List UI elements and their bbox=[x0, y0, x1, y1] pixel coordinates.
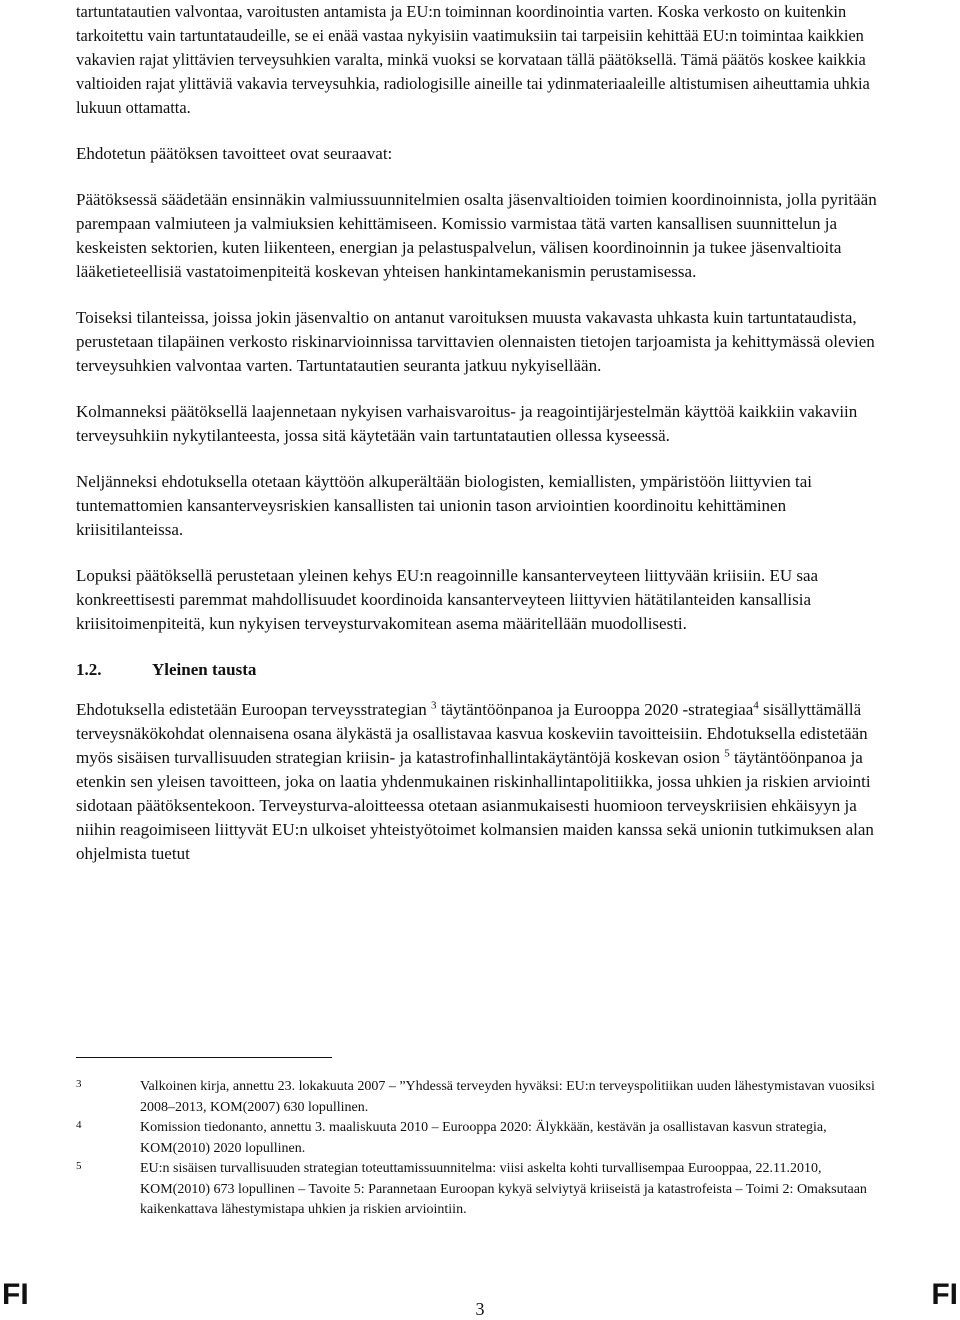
language-code-right: FI bbox=[931, 1278, 958, 1311]
intro-paragraph: tartuntatautien valvontaa, varoitusten antamista ja EU:n toiminnan koordinointia varten. Koska verkosto on kuitenkin tarkoitettu vain tartuntataudeille, se ei enää vastaa nykyisiin vaatimuksiin tai tarpeisiin kehittää EU:n toimintaa kaikkien vakavien rajat ylittävien terveysuhkien varalta, minkä vuoksi se korvataan tällä päätöksellä. Tämä päätös koskee kaikkia valtioiden rajat ylittäviä vakavia terveysuhkia, radiologisille aineille tai ydinmateriaaleille altistumisen aiheuttamia uhkia lukuun ottamatta. bbox=[76, 2, 870, 117]
language-code-left: FI bbox=[2, 1278, 29, 1311]
background-text-2: täytäntöönpanoa ja Eurooppa 2020 -strategiaa bbox=[436, 700, 754, 719]
footnotes bbox=[76, 1077, 888, 1221]
paragraph-fourth: Neljänneksi ehdotuksella otetaan käyttöön alkuperältään biologisten, kemiallisten, ympäristöön liittyvien tai tuntemattomien kansanterveysriskien kansallisten tai unionin tason arviointien koordinoitu kehittäminen kriisitilanteissa. bbox=[76, 472, 813, 539]
objectives-intro: Ehdotetun päätöksen tavoitteet ovat seuraavat: bbox=[76, 144, 393, 163]
section-number: 1.2. bbox=[76, 660, 102, 679]
background-text-4: täytäntöönpanoa ja etenkin sen yleisen tavoitteen, joka on laatia yhdenmukainen riskinhallintapolitiikka, jossa uhkien ja riskien arviointi sidotaan päätöksentekoon. Terveysturva-aloitteessa otetaan asianmukaisesti huomioon terveyskriisien ehkäisyyn ja niihin reagoimiseen liittyvät EU:n ulkoiset yhteistyötoimet kolmansien maiden kanssa sekä unionin tutkimuksen alan ohjelmista tuetut bbox=[76, 748, 874, 863]
page-number: 3 bbox=[475, 1299, 485, 1319]
background-text-1: Ehdotuksella edistetään Euroopan terveysstrategian bbox=[76, 700, 427, 719]
main-text bbox=[76, 0, 888, 888]
footnote-separator bbox=[76, 1057, 332, 1058]
footnote-number: 5 bbox=[76, 1160, 82, 1172]
footnote-ref-5[interactable]: 5 bbox=[724, 747, 730, 760]
paragraph-second: Toiseksi tilanteissa, joissa jokin jäsenvaltio on antanut varoituksen muusta vakavasta uhkasta kuin tartuntataudista, perustetaan tilapäinen verkosto riskinarvioinnissa tarvittavien olennaisten tietojen tarjoamista ja kehittymässä olevien terveysuhkien valvontaa varten. Tartuntatautien seuranta jatkuu nykyisellään. bbox=[76, 308, 875, 375]
section-title: Yleinen tausta bbox=[152, 660, 257, 679]
footnote-3 bbox=[76, 1077, 888, 1118]
footnote-ref-4[interactable]: 4 bbox=[753, 699, 759, 712]
footnote-4 bbox=[76, 1118, 888, 1159]
paragraph-fifth: Lopuksi päätöksellä perustetaan yleinen kehys EU:n reagoinnille kansanterveyteen liittyvään kriisiin. EU saa konkreettisesti paremmat mahdollisuudet koordinoida kansanterveyteen liittyvien hätätilanteiden kansallisia kriisitoimenpiteitä, kun nykyisen terveysturvakomitean asema määritellään muodollisesti. bbox=[76, 566, 819, 633]
footnote-number: 4 bbox=[76, 1119, 82, 1131]
section-heading bbox=[76, 658, 888, 682]
paragraph-third: Kolmanneksi päätöksellä laajennetaan nykyisen varhaisvaroitus- ja reagointijärjestelmän käyttöä kaikkiin vakaviin terveysuhkiin nykytilanteesta, jossa sitä käytetään vain tartuntatautien ollessa kyseessä. bbox=[76, 402, 858, 445]
footnote-text: Komission tiedonanto, annettu 3. maaliskuuta 2010 – Eurooppa 2020: Älykkään, kestävän ja osallistavan kasvun strategia, KOM(2010) 2020 lopullinen. bbox=[140, 1120, 827, 1156]
footnote-number: 3 bbox=[76, 1078, 82, 1090]
footnote-5 bbox=[76, 1159, 888, 1221]
footnote-text: Valkoinen kirja, annettu 23. lokakuuta 2007 – ”Yhdessä terveyden hyväksi: EU:n terveyspolitiikan uuden lähestymistavan vuosiksi 2008–2013, KOM(2007) 630 lopullinen. bbox=[140, 1079, 875, 1115]
background-text-3: sisällyttämällä terveysnäkökohdat olennaisena osana älykästä ja osallistavaa kasvua koskeviin tavoitteisiin. Ehdotuksella edistetään myös sisäisen turvallisuuden strategian kriisin- ja katastrofinhallintakäytäntöjä koskevan osion bbox=[76, 700, 868, 767]
footnote-text: EU:n sisäisen turvallisuuden strategian toteuttamissuunnitelma: viisi askelta kohti turvallisempaa Eurooppaa, 22.11.2010, KOM(2010) 673 lopullinen – Tavoite 5: Parannetaan Euroopan kykyä selviytyä kriiseistä ja katastrofeista – Toimi 2: Omaksutaan kaikenkattava lähestymistapa uhkien ja riskien arviointiin. bbox=[140, 1161, 867, 1217]
footnote-ref-3[interactable]: 3 bbox=[431, 699, 437, 712]
paragraph-first: Päätöksessä säädetään ensinnäkin valmiussuunnitelmien osalta jäsenvaltioiden toimien koordinoinnista, jolla pyritään parempaan valmiuteen ja valmiuksien kehittämiseen. Komissio varmistaa tätä varten kansallisen suunnittelun ja keskeisten sektorien, kuten liikenteen, energian ja pelastuspalvelun, välisen koordinoinnin ja tukee jäsenvaltioita lääketieteellisiä vastatoimenpiteitä koskevan yhteisen hankintamekanismin perustamisessa. bbox=[76, 190, 877, 281]
background-paragraph bbox=[76, 698, 888, 866]
